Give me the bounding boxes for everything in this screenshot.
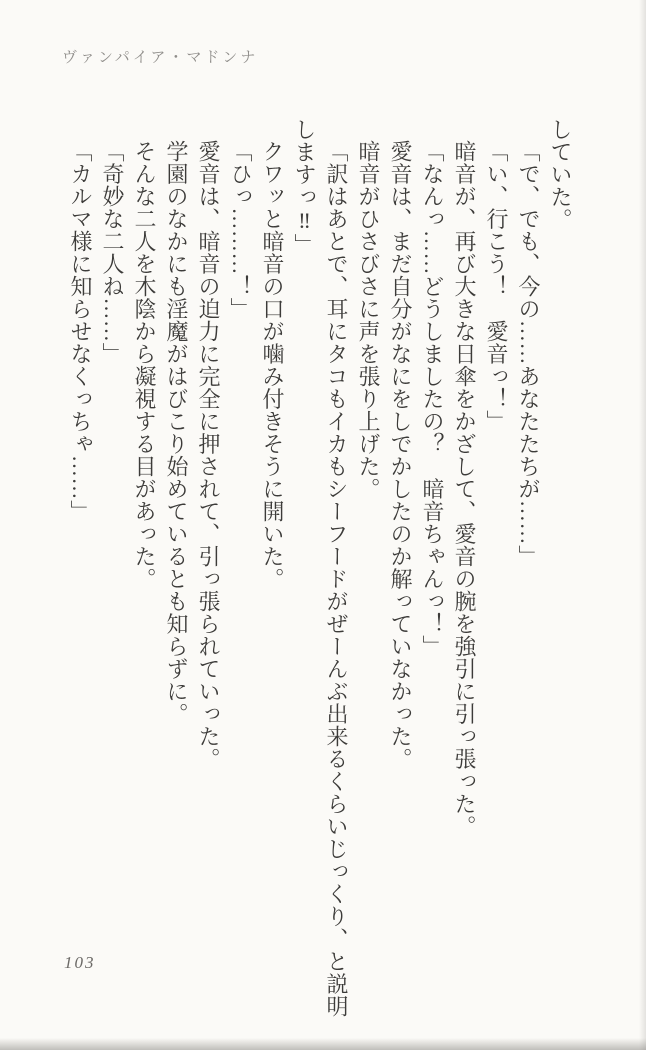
page-number: 103 — [64, 953, 96, 972]
page-edge-shadow-bottom — [0, 1038, 646, 1050]
text-line: 暗音がひさびさに声を張り上げた。 — [356, 140, 381, 500]
text-line: そんな二人を木陰から凝視する目があった。 — [132, 140, 157, 590]
text-line: していた。 — [548, 118, 573, 231]
text-line: 「ひっ………！」 — [228, 140, 253, 320]
text-line: 暗音が、再び大きな日傘をかざして、愛音の腕を強引に引っ張った。 — [452, 140, 477, 838]
text-line: 学園のなかにも淫魔がはびこり始めているとも知らずに。 — [164, 140, 189, 725]
text-line: 「カルマ様に知らせなくっちゃ……」 — [68, 140, 93, 523]
text-line: 「で、でも、今の……あなたたちが……」 — [516, 140, 541, 568]
text-line: しますっ‼」 — [292, 118, 317, 256]
text-line: 「い、行こう！ 愛音っ！」 — [484, 140, 509, 433]
text-line: 「奇妙な二人ね……」 — [100, 140, 125, 365]
page-edge-shadow-right — [639, 0, 646, 1050]
text-line: 「訳はあとで、耳にタコもイカもシーフードがぜーんぶ出来るくらいじっくり、と説明 — [324, 140, 349, 1018]
text-line: クワッと暗音の口が噛み付きそうに開いた。 — [260, 140, 285, 590]
text-line: 「なんっ……どうしましたの？ 暗音ちゃんっ！」 — [420, 140, 445, 658]
running-header-title: ヴァンパイア・マドンナ — [62, 50, 259, 66]
text-line: 愛音は、まだ自分がなにをしでかしたのか解っていなかった。 — [388, 140, 413, 770]
text-line: 愛音は、暗音の迫力に完全に押されて、引っ張られていった。 — [196, 140, 221, 770]
novel-text-block — [64, 118, 576, 1018]
